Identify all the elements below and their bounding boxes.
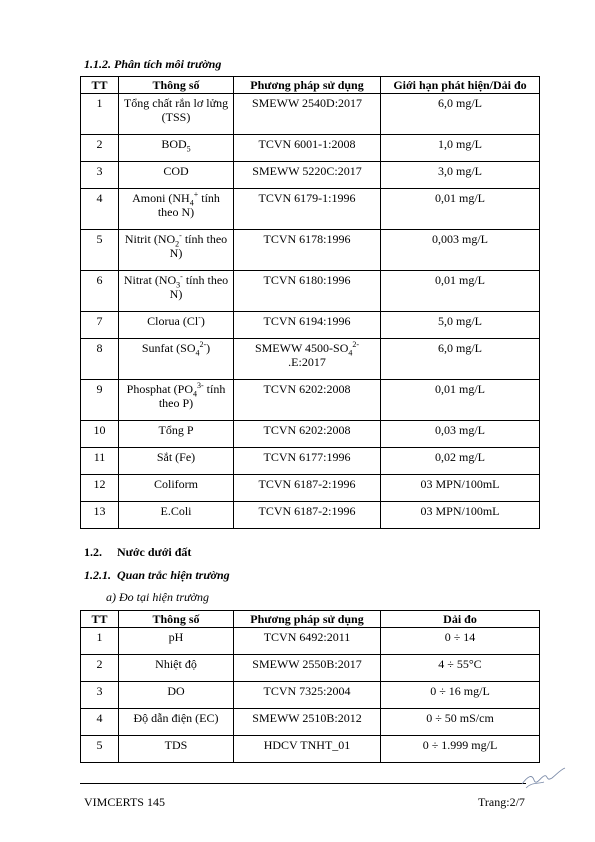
row-parameter: Tổng chất rắn lơ lửng (TSS) (119, 94, 234, 135)
header-tt: TT (81, 77, 119, 94)
table-row (81, 655, 540, 682)
table-row (81, 94, 540, 135)
section-title-1-1-2: 1.1.2. Phân tích môi trường (84, 57, 222, 71)
row-method: SMEWW 2510B:2012 (234, 709, 381, 736)
row-method: TCVN 6179-1:1996 (234, 189, 381, 230)
row-parameter: E.Coli (119, 502, 234, 529)
table-row (81, 502, 540, 529)
row-method: SMEWW 2550B:2017 (234, 655, 381, 682)
row-method: SMEWW 5220C:2017 (234, 162, 381, 189)
field-measurement-table (80, 610, 540, 763)
row-limit: 03 MPN/100mL (381, 502, 540, 529)
row-tt: 1 (81, 94, 119, 135)
header-limit: Giới hạn phát hiện/Dải đo (381, 77, 540, 94)
row-tt: 10 (81, 421, 119, 448)
row-tt: 2 (81, 655, 119, 682)
row-limit: 0,01 mg/L (381, 189, 540, 230)
table-row (81, 189, 540, 230)
row-parameter: Nitrat ($NO_3^-$ tính theo N) (119, 271, 234, 312)
row-range: 4 ÷ 55°C (381, 655, 540, 682)
row-method: TCVN 6492:2011 (234, 628, 381, 655)
row-parameter: Nhiệt độ (119, 655, 234, 682)
row-method: TCVN 6177:1996 (234, 448, 381, 475)
row-method: TCVN 6202:2008 (234, 380, 381, 421)
row-limit: 0,01 mg/L (381, 271, 540, 312)
header-parameter: Thông số (119, 77, 234, 94)
row-tt: 1 (81, 628, 119, 655)
row-method: TCVN 6187-2:1996 (234, 502, 381, 529)
row-tt: 4 (81, 709, 119, 736)
row-limit: 0,02 mg/L (381, 448, 540, 475)
header-parameter: Thông số (119, 611, 234, 628)
row-method: TCVN 6180:1996 (234, 271, 381, 312)
row-parameter: DO (119, 682, 234, 709)
row-method: TCVN 7325:2004 (234, 682, 381, 709)
row-parameter: Sunfat $(SO_4^{2-})$ (119, 339, 234, 380)
row-tt: 9 (81, 380, 119, 421)
row-parameter: Sắt (Fe) (119, 448, 234, 475)
row-limit: 0,03 mg/L (381, 421, 540, 448)
section-title-1-2: 1.2. Nước dưới đất (84, 545, 192, 559)
signature-mark (518, 760, 568, 792)
row-method: TCVN 6202:2008 (234, 421, 381, 448)
row-limit: 0,01 mg/L (381, 380, 540, 421)
row-range: 0 ÷ 14 (381, 628, 540, 655)
row-limit: 6,0 mg/L (381, 94, 540, 135)
row-parameter: Tổng P (119, 421, 234, 448)
table-row (81, 380, 540, 421)
row-limit: 6,0 mg/L (381, 339, 540, 380)
row-limit: 03 MPN/100mL (381, 475, 540, 502)
table-row (81, 736, 540, 763)
header-method: Phương pháp sử dụng (234, 611, 381, 628)
table-row (81, 230, 540, 271)
row-method: TCVN 6187-2:1996 (234, 475, 381, 502)
row-tt: 11 (81, 448, 119, 475)
section-title-1-2-1: 1.2.1. Quan trắc hiện trường (84, 568, 230, 582)
row-method: SMEWW $4500-SO_4^{2-}$ .E:2017 (234, 339, 381, 380)
row-parameter: $BOD_5$ (119, 135, 234, 162)
row-tt: 7 (81, 312, 119, 339)
row-tt: 3 (81, 162, 119, 189)
row-tt: 4 (81, 189, 119, 230)
footer-lab-code: VIMCERTS 145 (84, 795, 165, 809)
section-title-a: a) Đo tại hiện trường (106, 590, 209, 604)
row-range: 0 ÷ 1.999 mg/L (381, 736, 540, 763)
row-method: HDCV TNHT_01 (234, 736, 381, 763)
table-row (81, 475, 540, 502)
table-row (81, 162, 540, 189)
header-tt: TT (81, 611, 119, 628)
row-range: 0 ÷ 50 mS/cm (381, 709, 540, 736)
row-tt: 3 (81, 682, 119, 709)
table-row (81, 628, 540, 655)
footer-divider (80, 783, 526, 784)
row-method: TCVN 6178:1996 (234, 230, 381, 271)
header-method: Phương pháp sử dụng (234, 77, 381, 94)
row-parameter: pH (119, 628, 234, 655)
row-tt: 13 (81, 502, 119, 529)
table-row (81, 448, 540, 475)
table-row (81, 709, 540, 736)
row-tt: 8 (81, 339, 119, 380)
row-tt: 5 (81, 230, 119, 271)
row-tt: 12 (81, 475, 119, 502)
row-parameter: Coliform (119, 475, 234, 502)
row-parameter: Nitrit ($NO_2^-$ tính theo N) (119, 230, 234, 271)
row-parameter: Phosphat ($PO_4^{3-}$ tính theo P) (119, 380, 234, 421)
row-parameter: COD (119, 162, 234, 189)
row-tt: 2 (81, 135, 119, 162)
row-method: SMEWW 2540D:2017 (234, 94, 381, 135)
row-limit: 1,0 mg/L (381, 135, 540, 162)
table-row (81, 312, 540, 339)
row-tt: 6 (81, 271, 119, 312)
row-limit: 0,003 mg/L (381, 230, 540, 271)
table-row (81, 682, 540, 709)
row-limit: 3,0 mg/L (381, 162, 540, 189)
table-row (81, 339, 540, 380)
row-range: 0 ÷ 16 mg/L (381, 682, 540, 709)
row-parameter: Clorua (Cl-) (119, 312, 234, 339)
row-parameter: Độ dẫn điện (EC) (119, 709, 234, 736)
row-limit: 5,0 mg/L (381, 312, 540, 339)
row-parameter: TDS (119, 736, 234, 763)
row-parameter: Amoni ($NH_4^+$ tính theo N) (119, 189, 234, 230)
table-header-row (81, 611, 540, 628)
row-tt: 5 (81, 736, 119, 763)
header-range: Dải đo (381, 611, 540, 628)
table-row (81, 135, 540, 162)
analysis-table (80, 76, 540, 529)
row-method: TCVN 6001-1:2008 (234, 135, 381, 162)
table-row (81, 421, 540, 448)
table-row (81, 271, 540, 312)
row-method: TCVN 6194:1996 (234, 312, 381, 339)
table-header-row (81, 77, 540, 94)
footer-page-number: Trang:2/7 (478, 795, 525, 809)
